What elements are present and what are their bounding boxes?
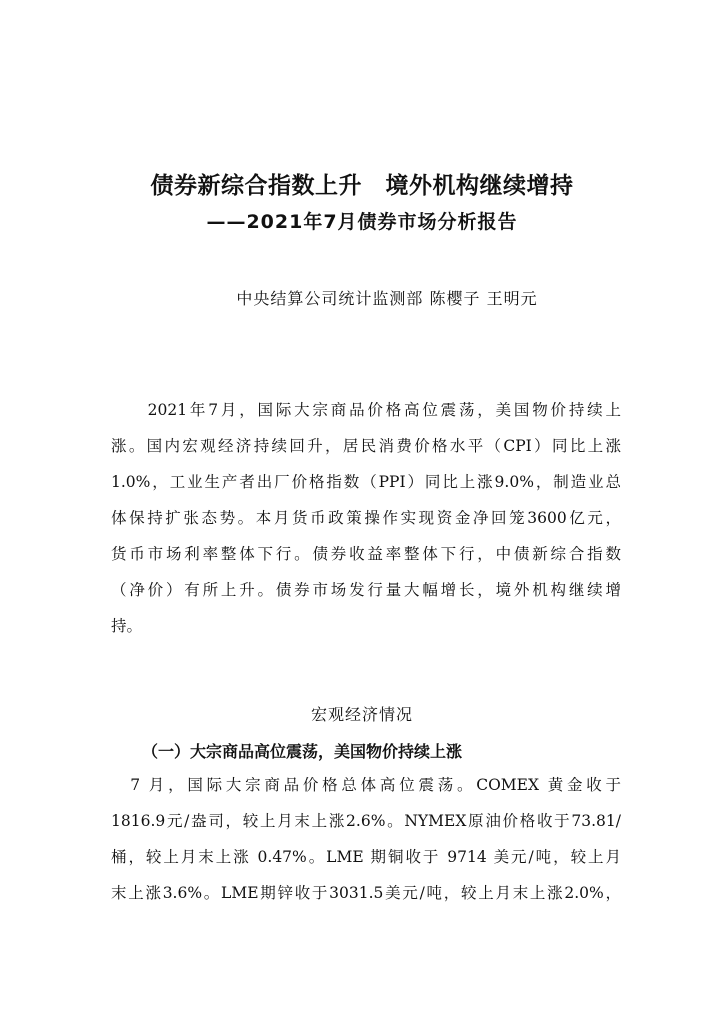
paragraph-line: 1816.9元/盎司，较上月末上涨2.6%。NYMEX原油价格收于73.81/ bbox=[111, 812, 621, 830]
section1-paragraph bbox=[111, 767, 621, 911]
paragraph-line: 末上涨3.6%。LME期锌收于3031.5美元/吨，较上月末上涨2.0%， bbox=[111, 884, 621, 902]
paragraph-line: 货币市场利率整体下行。债券收益率整体下行，中债新综合指数 bbox=[111, 545, 621, 563]
subsection-heading: （一）大宗商品高位震荡，美国物价持续上涨 bbox=[142, 742, 463, 761]
paragraph-line: 持。 bbox=[111, 617, 143, 635]
author-line: 中央结算公司统计监测部 陈樱子 王明元 bbox=[236, 289, 538, 308]
paragraph-line: 体保持扩张态势。本月货币政策操作实现资金净回笼3600亿元， bbox=[111, 509, 621, 527]
paragraph-line: （净价）有所上升。债券市场发行量大幅增长，境外机构继续增 bbox=[111, 581, 621, 599]
document-title: 债券新综合指数上升 境外机构继续增持 bbox=[150, 173, 574, 199]
paragraph-line: 桶，较上月末上涨 0.47%。LME 期铜收于 9714 美元/吨，较上月 bbox=[111, 848, 621, 866]
document-subtitle: ——2021年7月债券市场分析报告 bbox=[206, 211, 518, 233]
paragraph-line: 2021年7月，国际大宗商品价格高位震荡，美国物价持续上 bbox=[111, 401, 621, 419]
paragraph-line: 7 月，国际大宗商品价格总体高位震荡。COMEX 黄金收于 bbox=[111, 776, 621, 794]
paragraph-line: 1.0%，工业生产者出厂价格指数（PPI）同比上涨9.0%，制造业总 bbox=[111, 473, 621, 491]
paragraph-line: 涨。国内宏观经济持续回升，居民消费价格水平（CPI）同比上涨 bbox=[111, 437, 621, 455]
section-heading: 宏观经济情况 bbox=[310, 705, 413, 724]
intro-paragraph bbox=[111, 392, 621, 644]
